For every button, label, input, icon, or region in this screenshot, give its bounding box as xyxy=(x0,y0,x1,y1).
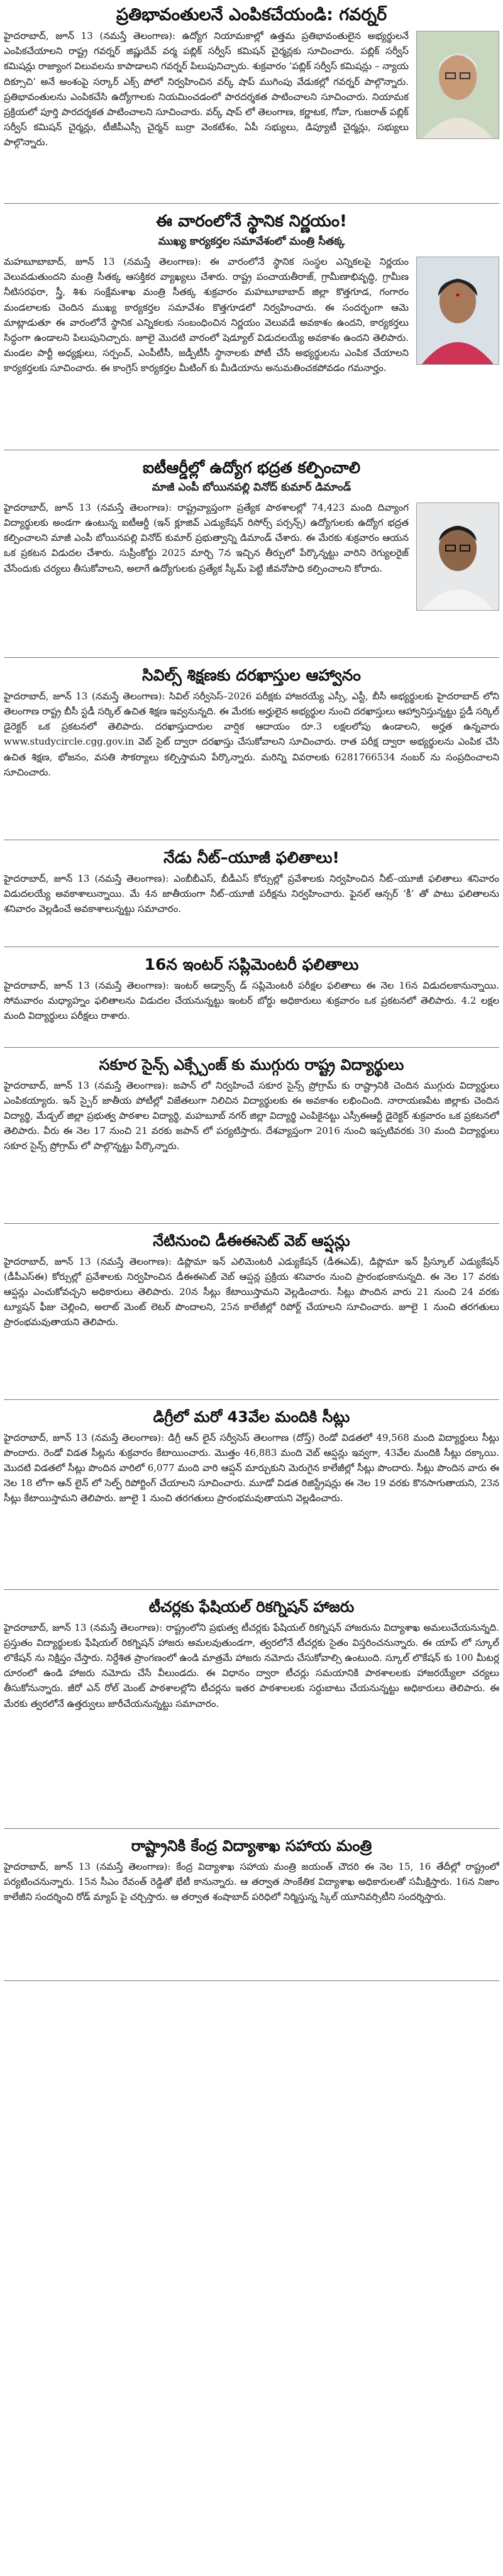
article-headline: ఈ వారంలోనే స్థానిక నిర్ణయం! xyxy=(156,212,347,231)
article-headline: టీచర్లకు ఫేషియల్ రికగ్నిషన్ హాజరు xyxy=(148,1598,355,1616)
article-divider xyxy=(4,203,499,204)
article-body: హైదరాబాద్, జూన్ 13 (నమస్తే తెలంగాణ): జపాన్ లో నిర్వహించే సకూర సైన్స్ ప్రోగ్రామ్ కు రాష్ట్రానికి చెందిన ముగ్గురు విద్యార్థులు ఎంపికయ్యారు. ఇన్ స్పైర్ జాతీయ పోటీల్లో విజేతలుగా నిలిచిన విద్యార్థులకు ఈ అవకాశం లభించింది. నారాయణపేట జిల్లాకు చెందిన విద్యార్థి, మేడ్చల్ జిల్లా ప్రభుత్వ పాఠశాల విద్యార్థి, మహబూబ్ నగర్ జిల్లా విద్యార్థి ఎంపికైనట్టు ఎస్సీఈఆర్టీ డైరెక్టర్ శుక్రవారం ఒక ప్రకటనలో తెలిపారు. వీరు ఈ నెల 17 నుంచి 21 వరకు జపాన్ లో పర్యటిస్తారు. దేశవ్యాప్తంగా 2016 నుంచి ఇప్పటివరకు 30 మంది విద్యార్థులు సకూర సైన్స్ ప్రోగ్రామ్ లో పాల్గొన్నట్టు పేర్కొన్నారు. xyxy=(4,1079,499,1152)
article-divider xyxy=(4,1828,499,1829)
article-headline: సకూర సైన్స్ ఎక్స్చేంజ్ కు ముగ్గురు రాష్ట్ర విద్యార్థులు xyxy=(99,1056,404,1074)
article-headline: 16న ఇంటర్ సప్లిమెంటరీ ఫలితాలు xyxy=(144,955,359,974)
article-divider xyxy=(4,1980,499,1981)
article-subheadline: మాజీ ఎంపీ బోయినపల్లి వినోద్ కుమార్ డిమాండ్ xyxy=(152,480,351,494)
news-article xyxy=(4,1404,499,1586)
article-divider xyxy=(4,1047,499,1048)
article-body: హైదరాబాద్, జూన్ 13 (నమస్తే తెలంగాణ): డిప్లొమా ఇన్ ఎలిమెంటరీ ఎడ్యుకేషన్ (డీఈఎడ్), డిప్లొమా ఇన్ ప్రీస్కూల్ ఎడ్యుకేషన్ (డీపీఎస్ఈ) కోర్సుల్లో ప్రవేశాలకు నిర్వహించిన డీఈఈసెట్ వెబ్ ఆప్షన్ల ప్రక్రియ శనివారం నుంచి ప్రారంభంకానున్నది. ఈ నెల 17 వరకు ఆప్షన్లు ఎంచుకోవచ్చని అధికారులు తెలిపారు. 20న సీట్లు కేటాయిస్తామని వెల్లడించారు. సీట్లు పొందిన వారు 21 నుంచి 24 వరకు ట్యూషన్ ఫీజు చెల్లించి, అలాట్ మెంట్ లెటర్ పొందాలని, 25న కాలేజీల్లో రిపోర్ట్ చేయాలని సూచించారు. జూలై 1 నుంచి తరగతులు ప్రారంభమవుతాయని తెలిపారు. xyxy=(4,1255,499,1328)
article-divider xyxy=(4,1589,499,1590)
news-article xyxy=(4,1594,499,1825)
news-article xyxy=(4,951,499,1044)
article-headline: డిగ్రీలో మరో 43వేల మందికి సీట్లు xyxy=(153,1408,350,1426)
article-body: హైదరాబాద్, జూన్ 13 (నమస్తే తెలంగాణ): ఇంటర్ అడ్వాన్స్ డ్ సప్లిమెంటరీ పరీక్షల ఫలితాలు ఈ నెల 16న విడుదలకానున్నాయి. సోమవారం మధ్యాహ్నం ఫలితాలను విడుదల చేయనున్నట్టు ఇంటర్ బోర్డు అధికారులు శుక్రవారం ఒక ప్రకటనలో తెలిపారు. 4.2 లక్షల మంది విద్యార్థులు పరీక్షలు రాశారు. xyxy=(4,979,499,1022)
news-article xyxy=(4,1833,499,1977)
article-body: హైదరాబాద్, జూన్ 13 (నమస్తే తెలంగాణ): ఉద్యోగ నియామకాల్లో ఉత్తమ ప్రతిభావంతులైన అభ్యర్థులనే ఎంపికచేయాలని రాష్ట్ర గవర్నర్ జిష్ణుదేవ్ వర్మ పబ్లిక్ సర్వీస్ కమిషన్ చైర్మన్లకు సూచించారు. పబ్లిక్ సర్వీస్ కమిషన్లు రాజ్యాంగ విలువలను కాపాడాలని గవర్నర్ పిలుపునిచ్చారు. శుక్రవారం ‘పబ్లిక్ సర్వీస్ కమిషన్లు – న్యాయ దిక్సూచి’ అనే అంశంపై సర్కార్ ఎక్స్ పోలో నిర్వహించిన వర్క్ షాప్ ముగింపు వేడుకల్లో గవర్నర్ పాల్గొన్నారు. ప్రతిభావంతులను ఎంపికచేసి ఉద్యోగాలకు నియమించడంలో పారదర్శకత పాటించాలని సూచించారు. నియామక ప్రక్రియలో పూర్తి పారదర్శకత పాటించాలని సూచించారు. వర్క్ షాప్ లో తెలంగాణ, కర్ణాటక, గోవా, గుజరాత్ పబ్లిక్ సర్వీస్ కమిషన్ చైర్మన్లు, టీజీపీఎస్సీ చైర్మన్ బుర్రా వెంకటేశం, ఏపీ సభ్యులు, డిప్యూటీ చైర్మన్లు, సభ్యులు పాల్గొన్నారు. xyxy=(4,30,409,148)
article-body: హైదరాబాద్, జూన్ 13 (నమస్తే తెలంగాణ): డిగ్రీ ఆన్ లైన్ సర్వీసెస్ తెలంగాణ (దోస్త్) రెండో విడతలో 49,568 మంది విద్యార్థులు సీట్లు పొందారు. రెండో విడత సీట్లను శుక్రవారం కేటాయించారు. మొత్తం 46,883 మంది వెబ్ ఆప్షన్లు ఇవ్వగా, 43వేల మందికి సీట్లు దక్కాయి. మొదటి విడతలో సీట్లు పొందిన వారిలో 6,077 మంది వారి ఆప్షన్ మార్చుకుని మెరుగైన కాలేజీల్లో సీట్లు పొందారు. సీట్లు పొందిన వారు ఈ నెల 18 లోగా ఆన్ లైన్ లో సెల్ఫ్ రిపోర్టింగ్ చేయాలని సూచించారు. మూడో విడత రిజిస్ట్రేషన్లు ఈ నెల 19 వరకు కొనసాగుతాయని, 23న సీట్లు కేటాయిస్తామని తెలిపారు. జూలై 1 నుంచి తరగతులు ప్రారంభమవుతాయని వెల్లడించారు. xyxy=(4,1431,499,1504)
article-body: హైదరాబాద్, జూన్ 13 (నమస్తే తెలంగాణ): రాష్ట్రవ్యాప్తంగా ప్రత్యేక పాఠశాలల్లో 74,423 మంది దివ్యాంగ విద్యార్థులకు అండగా ఉంటున్న ఐటీఆర్డీ (ఇన్ క్లూజివ్ ఎడ్యుకేషన్ రిసోర్స్ పర్సన్స్) ఉద్యోగులకు ఉద్యోగ భద్రత కల్పించాలని మాజీ ఎంపీ బోయినపల్లి వినోద్ కుమార్ ప్రభుత్వాన్ని డిమాండ్ చేశారు. ఈ మేరకు శుక్రవారం ఆయన ఒక ప్రకటన విడుదల చేశారు. సుప్రీంకోర్టు 2025 మార్చి 7న ఇచ్చిన తీర్పులో పేర్కొన్నట్టు వారిని రెగ్యులరైజ్ చేసేందుకు చర్యలు తీసుకోవాలని, అలాగే ఉద్యోగులకు ప్రత్యేక స్కీమ్ పెట్టి జీవనోపాధి కల్పించాలని కోరారు. xyxy=(4,501,409,574)
article-body: హైదరాబాద్, జూన్ 13 (నమస్తే తెలంగాణ): రాష్ట్రంలోని ప్రభుత్వ టీచర్లకు ఫేషియల్ రికగ్నిషన్ హాజరును విద్యాశాఖ అమలుచేయనున్నది. ప్రస్తుతం విద్యార్థులకు ఫేషియల్ రికగ్నిషన్ హాజరు అమలవుతుండగా, త్వరలోనే టీచర్లకు సైతం విస్తరించనున్నారు. ఈ యాప్ లో స్కూల్ లొకేషన్ ను నిక్షిప్తం చేస్తారు. నిర్దేశిత ప్రాంగణంలో ఉండి మాత్రమే హాజరు నమోదు చేసుకోవాల్సి ఉంటుంది. స్కూల్ లొకేషన్ కు 100 మీటర్ల దూరంలో ఉండి హాజరు నమోదు చేసే వీలుండదు. ఈ విధానం ద్వారా టీచర్లు సమయానికి పాఠశాలలకు హాజరయ్యేలా చర్యలు తీసుకోనున్నారు. జీరో ఎన్ రోల్ మెంట్ పాఠశాలల్లోని టీచర్లను ఇతర పాఠశాలలకు సర్దుబాటు చేయనున్నట్టు అధికారులు తెలిపారు. ఈ మేరకు త్వరలోనే ఉత్తర్వులు జారీచేయనున్నట్టు సమాచారం. xyxy=(4,1621,499,1709)
article-divider xyxy=(4,1399,499,1400)
article-photo xyxy=(416,257,499,365)
article-body: మహబూబాబాద్, జూన్ 13 (నమస్తే తెలంగాణ): ఈ వారంలోనే స్థానిక సంస్థల ఎన్నికలపై నిర్ణయం వెలువడుతుందని మంత్రి సీతక్క ఆసక్తికర వ్యాఖ్యలు చేశారు. రాష్ట్ర పంచాయతీరాజ్, గ్రామీణాభివృద్ధి, గ్రామీణ నీటిసరఫరా, స్త్రీ, శిశు సంక్షేమశాఖ మంత్రి సీతక్క శుక్రవారం మహబూబాబాద్ జిల్లా కొత్తగూడ, గంగారం మండలాలకు చెందిన ముఖ్య కార్యకర్తల సమావేశం కొత్తగూడలో నిర్వహించారు. ఈ సందర్భంగా ఆమె మాట్లాడుతూ ఈ వారంలోనే స్థానిక ఎన్నికలకు సంబంధించిన నిర్ణయం వెలువడే అవకాశం ఉందని, కార్యకర్తలు సిద్ధంగా ఉండాలని పిలుపునిచ్చారు. జూలై మొదటి వారంలో షెడ్యూల్ విడుదలయ్యే అవకాశం ఉందని తెలిపారు. మండల పార్టీ అధ్యక్షులు, సర్పంచ్, ఎంపీటీసీ, జడ్పీటీసీ స్థానాలకు పోటీ చేసే అభ్యర్థులను ఎంపిక చేయాలని కార్యకర్తలకు సూచించారు. ఈ కాంగ్రెస్ కార్యకర్తల మీటింగ్ కు మీడియాను అనుమతించకపోవడం గమనార్హం. xyxy=(4,255,409,374)
article-photo xyxy=(416,502,499,611)
article-body: హైదరాబాద్, జూన్ 13 (నమస్తే తెలంగాణ): ఎంబీబీఎస్, బీడీఎస్ కోర్సుల్లో ప్రవేశాలకు నిర్వహించిన నీట్–యూజీ ఫలితాలు శనివారం విడుదలయ్యే అవకాశాలున్నాయి. మే 4న జాతీయంగా నీట్–యూజీ పరీక్షను నిర్వహించారు. ఫైనల్ ఆన్సర్ ‘కీ’ తో పాటు ఫలితాలను శనివారం వెల్లడించే అవకాశాలున్నట్టు సమాచారం. xyxy=(4,872,499,915)
article-divider xyxy=(4,1223,499,1224)
news-article xyxy=(4,0,499,200)
article-headline: నేడు నీట్–యూజీ ఫలితాలు! xyxy=(163,848,340,867)
article-subheadline: ముఖ్య కార్యకర్తల సమావేశంలో మంత్రి సీతక్క xyxy=(158,235,345,248)
news-article xyxy=(4,844,499,943)
article-headline: సివిల్స్ శిక్షణకు దరఖాస్తుల ఆహ్వానం xyxy=(142,666,361,684)
article-headline: ఐటీఆర్డీల్లో ఉద్యోగ భద్రత కల్పించాలి xyxy=(142,458,361,477)
article-headline: ప్రతిభావంతులనే ఎంపికచేయండి: గవర్నర్ xyxy=(116,5,387,25)
article-body: హైదరాబాద్, జూన్ 13 (నమస్తే తెలంగాణ): కేంద్ర విద్యాశాఖ సహాయ మంత్రి జయంత్ చౌదరి ఈ నెల 15, 16 తేదీల్లో రాష్ట్రంలో పర్యటించనున్నారు. 15న సీఎం రేవంత్ రెడ్డితో భేటీ కానున్నారు. ఆ తర్వాత సాంకేతిక విద్యాశాఖ అధికారులతో సమీక్షిస్తారు. 16న నిజాం కాలేజీని సందర్శించి రోడ్ మ్యాప్ పై చర్చిస్తారు. ఆ తర్వాత శంషాబాద్ పరిధిలో నిర్మిస్తున్న స్కిల్ యూనివర్సిటీని సందర్శిస్తారు. xyxy=(4,1860,499,1902)
article-headline: రాష్ట్రానికి కేంద్ర విద్యాశాఖ సహాయ మంత్రి xyxy=(131,1837,372,1855)
news-article xyxy=(4,662,499,836)
news-article xyxy=(4,454,499,654)
article-headline: నేటినుంచి డీఈఈసెట్ వెబ్ ఆప్షన్లు xyxy=(153,1232,350,1250)
article-photo xyxy=(416,31,499,139)
article-divider xyxy=(4,657,499,658)
news-article xyxy=(4,1228,499,1396)
article-body: హైదరాబాద్, జూన్ 13 (నమస్తే తెలంగాణ): సివిల్ సర్వీసెస్–2026 పరీక్షకు హాజరయ్యే ఎస్సీ, ఎస్టీ, బీసీ అభ్యర్థులకు హైదరాబాద్ లోని తెలంగాణ రాష్ట్ర బీసీ స్టడీ సర్కిల్ ఉచిత శిక్షణ ఇవ్వనున్నది. ఈ మేరకు అర్హులైన అభ్యర్థుల నుంచి దరఖాస్తులు ఆహ్వానిస్తున్నట్టు స్టడీ సర్కిల్ డైరెక్టర్ ఒక ప్రకటనలో తెలిపారు. దరఖాస్తుదారుల వార్షిక ఆదాయం రూ.3 లక్షలలోపు ఉండాలని, అర్హత ఉన్నవారు www.studycircle.cgg.gov.in వెబ్ సైట్ ద్వారా దరఖాస్తు చేసుకోవాలని సూచించారు. రాత పరీక్ష ద్వారా అభ్యర్థులను ఎంపిక చేసి ఉచిత శిక్షణ, భోజనం, వసతి సౌకర్యాలు కల్పిస్తామని పేర్కొన్నారు. మరిన్ని వివరాలకు 6281766534 నంబర్ ను సంప్రదించాలని సూచించారు. xyxy=(4,690,499,778)
news-article xyxy=(4,208,499,447)
news-article xyxy=(4,1052,499,1220)
